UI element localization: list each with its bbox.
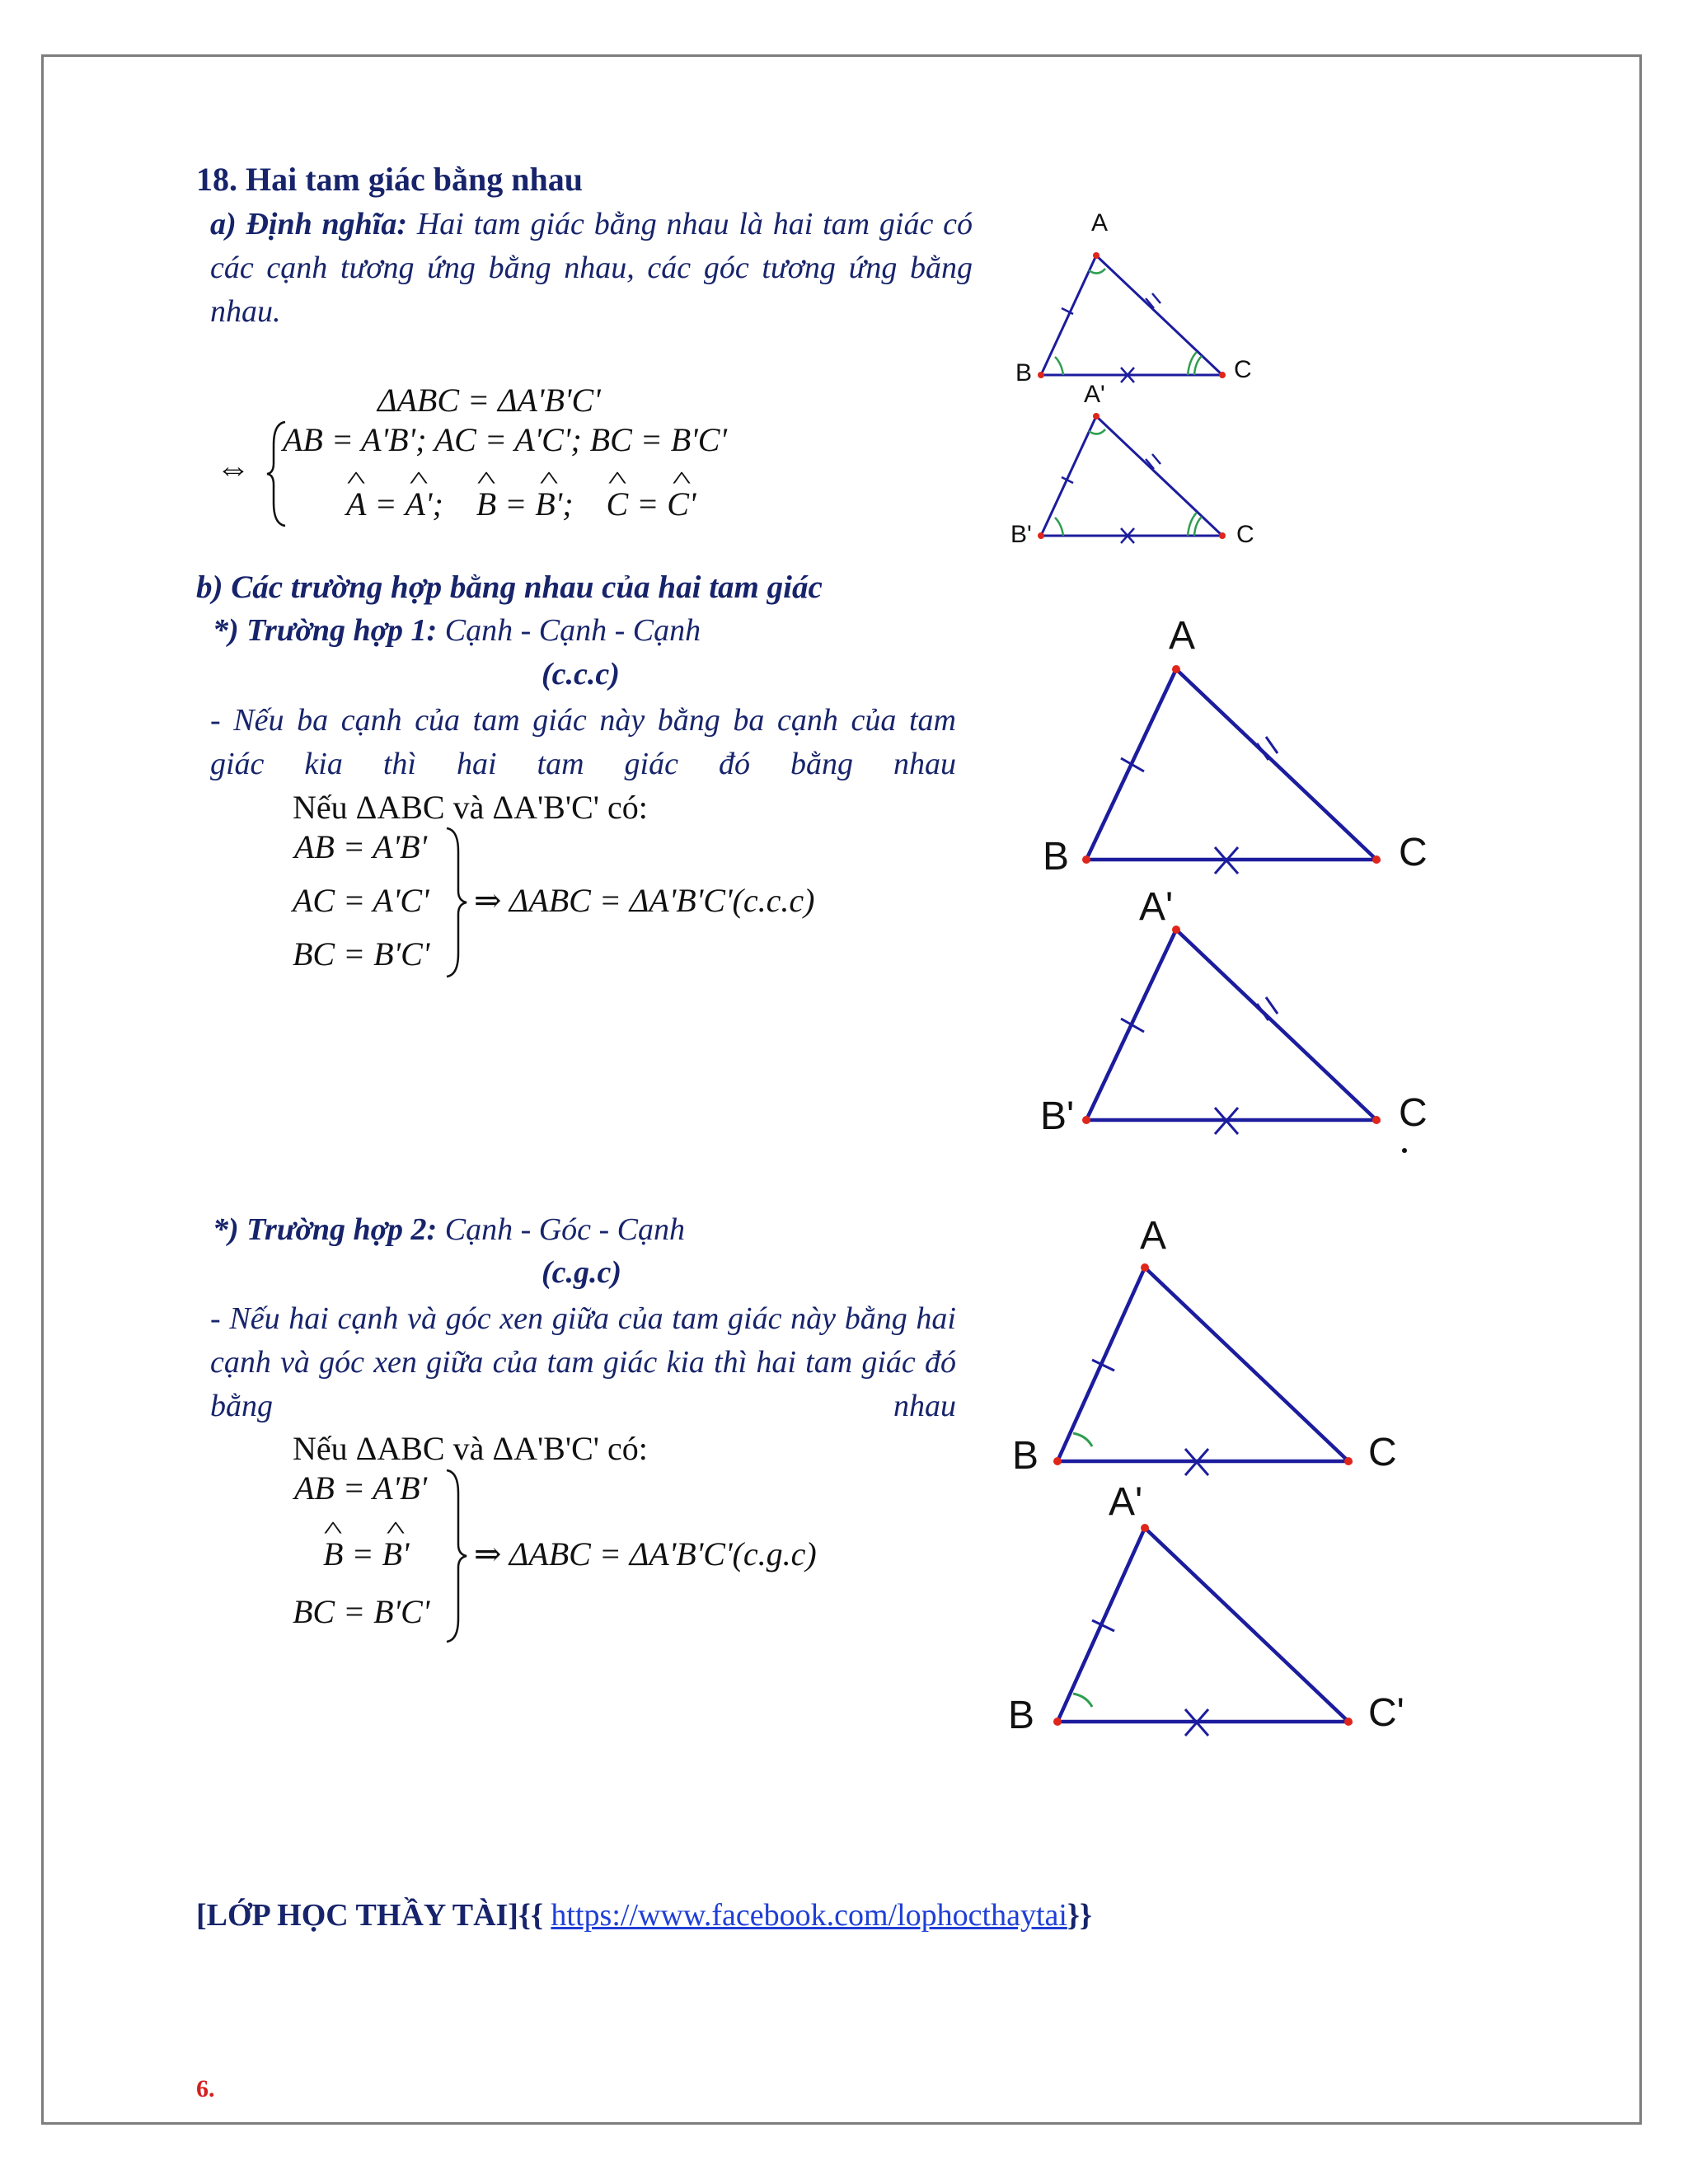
facebook-link[interactable]: https://www.facebook.com/lophocthaytai: [551, 1898, 1067, 1933]
fig1-bottom-label-B: B': [1010, 521, 1032, 548]
fig1-bottom-triangle: [1010, 381, 1254, 548]
fig2-bottom-label-C: C: [1399, 1091, 1428, 1135]
case1-abbr: (c.c.c): [542, 657, 620, 691]
fig3-top-triangle: [1012, 1214, 1397, 1478]
fig1-top-label-A: A: [1091, 209, 1109, 237]
case1-cond1: AB = A'B': [294, 828, 428, 865]
case1-text: - Nếu ba cạnh của tam giác này bằng ba cạnh của tam giác kia thì hai tam giác đó bằng nhau: [210, 703, 956, 781]
angle-A: ^ A: [346, 485, 366, 523]
fig3-bottom-label-C: C': [1368, 1691, 1404, 1735]
fig3-top-label-C: C: [1368, 1431, 1397, 1474]
case1-name: Cạnh - Cạnh - Cạnh: [444, 613, 701, 648]
angle-C: ^ C: [607, 485, 629, 523]
fig1-top-label-C: C: [1234, 356, 1252, 383]
section-title: 18. Hai tam giác bằng nhau: [196, 161, 583, 198]
case1-given: Nếu ΔABC và ΔA'B'C' có:: [293, 789, 648, 826]
fig2-bottom-triangle: [1040, 885, 1428, 1153]
case2-text: - Nếu hai cạnh và góc xen giữa của tam giác này bằng hai cạnh và góc xen giữa của tam giác kia thì hai tam giác đó bằng nhau: [210, 1301, 956, 1423]
definition-angles-line: ^ A = ^ A'; ^ B = ^ B'; ^ C = ^ C': [346, 485, 696, 523]
fig1-top-label-B: B: [1015, 359, 1033, 387]
case2-name: Cạnh - Góc - Cạnh: [444, 1212, 686, 1247]
case1-cond3: BC = B'C': [293, 935, 430, 972]
fig1-top-triangle: [1015, 209, 1252, 387]
definition-formula-top: ΔABC = ΔA'B'C': [377, 382, 601, 419]
footer-brand: [LỚP HỌC THẦY TÀI]: [196, 1898, 518, 1933]
case2-abbr: (c.g.c): [542, 1255, 622, 1290]
iff-symbol: ⇔: [216, 450, 251, 488]
definition-label: a) Định nghĩa:: [210, 207, 408, 241]
definition-text: Hai tam giác bằng nhau là hai tam giác có các cạnh tương ứng bằng nhau, các góc tương ứng bằng nhau.: [210, 207, 973, 329]
fig2-top-label-A: A: [1169, 614, 1196, 658]
fig3-top-label-B: B: [1012, 1434, 1039, 1478]
footer: [196, 1897, 1092, 1933]
angle-B-prime: ^ B': [382, 1535, 409, 1573]
page-number: 6.: [196, 2075, 215, 2102]
cases-heading: b) Các trường hợp bằng nhau của hai tam giác: [196, 569, 823, 605]
fig2-bottom-label-B: B': [1040, 1094, 1075, 1138]
footer-brace-open: {{: [518, 1898, 551, 1933]
fig3-top-label-A: A: [1140, 1214, 1167, 1258]
angle-A-prime: ^ A': [405, 485, 432, 523]
case2-conclusion: ⇒ ΔABC = ΔA'B'C'(c.g.c): [474, 1535, 817, 1572]
case2-given: Nếu ΔABC và ΔA'B'C' có:: [293, 1430, 648, 1467]
case2-cond1: AB = A'B': [294, 1469, 428, 1507]
case2-cond2: ^ B = ^ B': [323, 1535, 409, 1573]
angle-B: ^ B: [323, 1535, 343, 1573]
fig2-top-label-B: B: [1043, 835, 1070, 879]
case1-conclusion: ⇒ ΔABC = ΔA'B'C'(c.c.c): [474, 882, 815, 919]
case2-cond3: BC = B'C': [293, 1593, 430, 1630]
fig3-bottom-label-A: A': [1109, 1480, 1143, 1524]
angle-C-prime: ^ C': [667, 485, 696, 523]
case1-label: *) Trường hợp 1:: [213, 613, 438, 648]
angle-B-prime: ^ B': [535, 485, 562, 523]
fig3-bottom-label-B: B: [1008, 1694, 1035, 1737]
fig2-bottom-label-A: A': [1139, 885, 1174, 929]
fig3-bottom-triangle: [1008, 1480, 1404, 1737]
fig1-bottom-label-A: A': [1084, 381, 1105, 408]
case1-cond2: AC = A'C': [293, 882, 429, 919]
fig1-bottom-label-C: C: [1236, 521, 1254, 548]
case2-label: *) Trường hợp 2:: [213, 1212, 438, 1247]
definition-sides-line: AB = A'B'; AC = A'C'; BC = B'C': [283, 421, 727, 458]
footer-brace-close: }}: [1067, 1898, 1092, 1933]
fig2-top-triangle: [1043, 614, 1428, 879]
fig2-top-label-C: C: [1399, 831, 1428, 874]
angle-B: ^ B: [476, 485, 496, 523]
